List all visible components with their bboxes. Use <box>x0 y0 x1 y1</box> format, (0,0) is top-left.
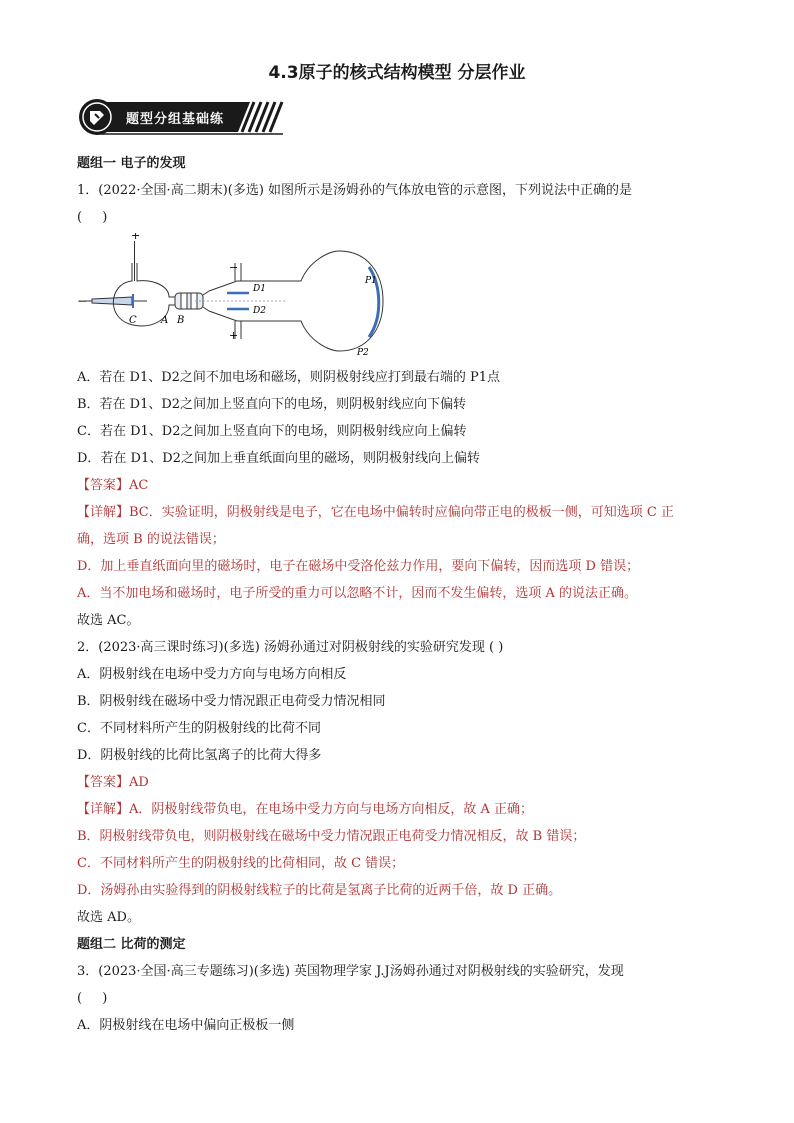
q2-option-b: B．阴极射线在磁场中受力情况跟正电荷受力情况相同 <box>77 694 386 709</box>
q3-option-a: A．阴极射线在电场中偏向正极板一侧 <box>77 1018 295 1033</box>
fig-minus-plate: − <box>229 261 239 274</box>
q1-detail-line-2: 确，选项 B 的说法错误； <box>77 532 225 547</box>
q1-option-d: D．若在 D1、D2之间加上垂直纸面向里的磁场，则阴极射线向上偏转 <box>77 451 480 466</box>
q1-option-a: A．若在 D1、D2之间不加电场和磁场，则阴极射线应打到最右端的 P1点 <box>77 370 501 385</box>
fig-label-p1: P1 <box>365 276 377 286</box>
q1-option-c: C．若在 D1、D2之间加上竖直向下的电场，则阴极射线应向上偏转 <box>77 424 467 439</box>
q1-conclusion: 故选 AC。 <box>77 613 140 628</box>
group2-title: 题组二 比荷的测定 <box>77 937 186 952</box>
q1-detail-line-3: D．加上垂直纸面向里的磁场时，电子在磁场中受洛伦兹力作用，要向下偏转，因而选项 D 错误； <box>77 559 640 574</box>
q1-detail-line-1 <box>77 499 717 526</box>
fig-label-d2: D2 <box>253 306 266 316</box>
fig-label-a: A <box>161 315 169 326</box>
banner-label: 题型分组基础练 <box>126 112 225 127</box>
q2-option-a: A．阴极射线在电场中受力方向与电场方向相反 <box>77 667 347 682</box>
q1-bracket: ( ) <box>77 210 116 225</box>
q1-stem: 1．(2022·全国·高二期末)(多选) 如图所示是汤姆孙的气体放电管的示意图，下列说法中正确的是 <box>77 183 633 198</box>
q2-detail-line-3: C．不同材料所产生的阴极射线的比荷相同，故 C 错误； <box>77 856 405 871</box>
q1-detail-tag: 【详解】 <box>77 505 130 520</box>
q2-detail-text-1: A．阴极射线带负电，在电场中受力方向与电场方向相反，故 A 正确； <box>129 802 534 817</box>
fig-plus-top: + <box>131 233 141 242</box>
fig-label-b: B <box>177 315 185 326</box>
q1-answer <box>77 472 717 499</box>
q1-option-b: B．若在 D1、D2之间加上竖直向下的电场，则阴极射线应向下偏转 <box>77 397 467 412</box>
q1-detail-line-4: A．当不加电场和磁场时，电子所受的重力可以忽略不计，因而不发生偏转，选项 A 的说法正确。 <box>77 586 638 601</box>
q2-answer-tag: 【答案】 <box>77 775 130 790</box>
q1-answer-tag: 【答案】 <box>77 478 130 493</box>
fig-label-c: C <box>129 315 137 326</box>
q2-detail-line-4: D．汤姆孙由实验得到的阴极射线粒子的比荷是氢离子比荷的近两千倍，故 D 正确。 <box>77 883 562 898</box>
q2-option-d: D．阴极射线的比荷比氢离子的比荷大得多 <box>77 748 322 763</box>
q2-detail-line-2: B．阴极射线带负电，则阴极射线在磁场中受力情况跟正电荷受力情况相反，故 B 错误； <box>77 829 586 844</box>
fig-plus-bottom: + <box>229 329 239 342</box>
q2-answer-value: AD <box>129 775 149 790</box>
cathode-ray-tube-diagram <box>77 233 397 358</box>
q3-stem: 3．(2023·全国·高三专题练习)(多选) 英国物理学家 J.J汤姆孙通过对阴极射线的实验研究，发现 <box>77 964 624 979</box>
q2-conclusion: 故选 AD。 <box>77 910 140 925</box>
content <box>77 150 717 1039</box>
q1-answer-value: AC <box>129 478 149 493</box>
q2-option-c: C．不同材料所产生的阴极射线的比荷不同 <box>77 721 321 736</box>
cathode-ray-tube-figure <box>77 233 717 358</box>
q3-bracket: ( ) <box>77 991 116 1006</box>
q2-detail-line-1 <box>77 796 717 823</box>
q2-answer <box>77 769 717 796</box>
fig-minus-left: − <box>77 294 88 308</box>
q1-detail-text-1: BC．实验证明，阴极射线是电子，它在电场中偏转时应偏向带正电的极板一侧，可知选项 C 正 <box>129 505 674 520</box>
q2-detail-tag: 【详解】 <box>77 802 130 817</box>
group1-title: 题组一 电子的发现 <box>77 156 186 171</box>
page-title: 4.3原子的核式结构模型 分层作业 <box>268 63 526 83</box>
q2-stem: 2．(2023·高三课时练习)(多选) 汤姆孙通过对阴极射线的实验研究发现 ( ) <box>77 640 504 655</box>
fig-label-d1: D1 <box>253 284 266 294</box>
fig-label-p2: P2 <box>357 348 369 358</box>
